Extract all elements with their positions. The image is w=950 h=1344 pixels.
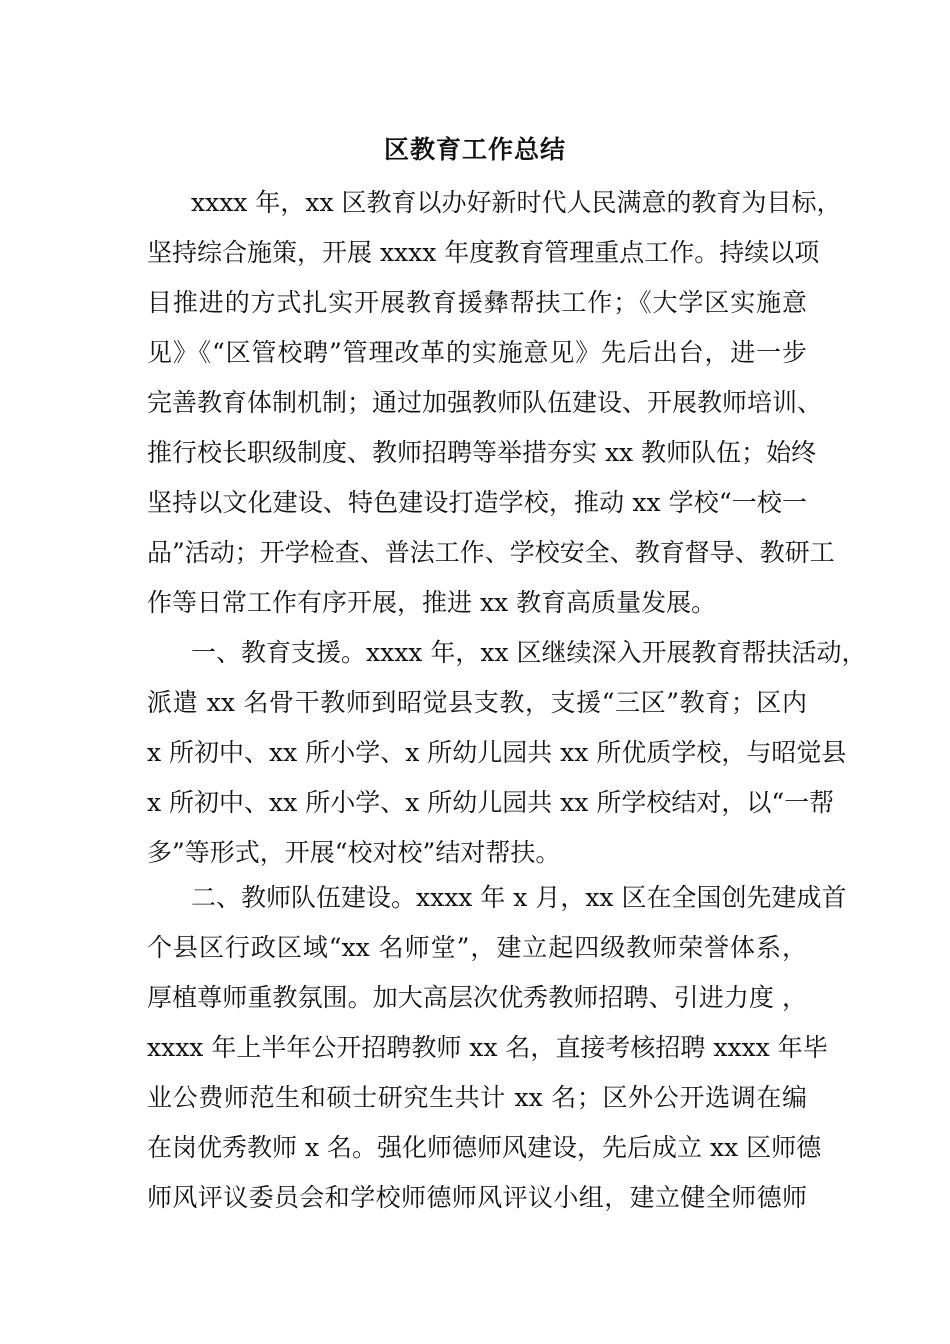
paragraph-line: 师风评议委员会和学校师德师风评议小组，建立健全师德师 [147, 1183, 807, 1212]
paragraph-line: 二、教师队伍建设。xxxx 年 x 月，xx 区在全国创先建成首 [191, 883, 847, 912]
paragraph-line: 业公费师范生和硕士研究生共计 xx 名；区外公开选调在编 [147, 1083, 807, 1112]
paragraph-line: 一、教育支援。xxxx 年，xx 区继续深入开展教育帮扶活动， [191, 638, 867, 667]
paragraph-line: 完善教育体制机制；通过加强教师队伍建设、开展教师培训、 [147, 388, 823, 417]
document-title: 区教育工作总结 [383, 135, 566, 164]
paragraph-line: xxxx 年，xx 区教育以办好新时代人民满意的教育为目标， [191, 188, 842, 217]
paragraph-line: 在岗优秀教师 x 名。强化师德师风建设，先后成立 xx 区师德 [147, 1133, 822, 1162]
paragraph-summary [147, 178, 842, 628]
paragraph-line: 坚持以文化建设、特色建设打造学校，推动 xx 学校“一校一 [147, 488, 807, 517]
paragraph-line: 坚持综合施策，开展 xxxx 年度教育管理重点工作。持续以项 [147, 238, 820, 267]
paragraph-teacher-team [147, 873, 847, 1223]
paragraph-line: 作等日常工作有序开展，推进 xx 教育高质量发展。 [147, 588, 717, 617]
paragraph-line: x 所初中、xx 所小学、x 所幼儿园共 xx 所优质学校，与昭觉县 [147, 738, 847, 767]
paragraph-line: 目推进的方式扎实开展教育援彝帮扶工作；《大学区实施意 [147, 288, 807, 317]
paragraph-line: x 所初中、xx 所小学、x 所幼儿园共 xx 所学校结对，以“一帮 [147, 788, 835, 817]
paragraph-line: xxxx 年上半年公开招聘教师 xx 名，直接考核招聘 xxxx 年毕 [147, 1033, 828, 1062]
paragraph-line: 见》《“区管校聘”管理改革的实施意见》先后出台，进一步 [147, 338, 807, 367]
paragraph-line: 个县区行政区域“xx 名师堂”，建立起四级教师荣誉体系， [147, 933, 807, 962]
paragraph-line: 多”等形式，开展“校对校”结对帮扶。 [147, 838, 561, 867]
paragraph-line: 厚植尊师重教氛围。加大高层次优秀教师招聘、引进力度 ， [147, 983, 807, 1012]
paragraph-line: 推行校长职级制度、教师招聘等举措夯实 xx 教师队伍；始终 [147, 438, 817, 467]
paragraph-line: 派遣 xx 名骨干教师到昭觉县支教，支援“三区”教育；区内 [147, 688, 807, 717]
paragraph-line: 品”活动；开学检查、普法工作、学校安全、教育督导、教研工 [147, 538, 835, 567]
paragraph-education-support [147, 628, 867, 878]
